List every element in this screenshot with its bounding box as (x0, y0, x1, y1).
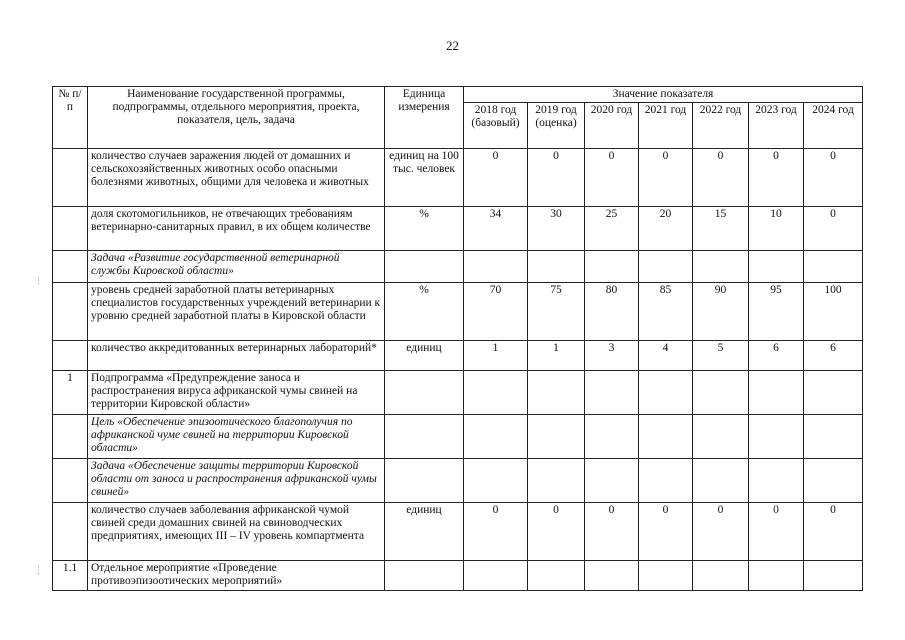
header-year-2021: 2021 год (639, 103, 693, 149)
row-value: 1 (528, 341, 585, 371)
row-value (749, 561, 804, 591)
row-unit (385, 415, 464, 459)
table-row (53, 561, 863, 591)
header-year-2023: 2023 год (749, 103, 804, 149)
row-value (639, 371, 693, 415)
row-value (639, 459, 693, 503)
row-unit: % (385, 283, 464, 341)
row-number (53, 341, 88, 371)
row-name: доля скотомогильников, не отвечающих требованиям ветеринарно-санитарных правил, в их общем количестве (88, 207, 385, 251)
row-name: Задача «Обеспечение защиты территории Кировской области от заноса и распространения африканской чумы свиней» (88, 459, 385, 503)
row-number: 1.1 (53, 561, 88, 591)
row-value: 0 (639, 149, 693, 207)
row-value: 0 (693, 149, 749, 207)
row-value (585, 561, 639, 591)
row-value (464, 459, 528, 503)
page-number: 22 (446, 38, 459, 53)
row-name: количество случаев заражения людей от домашних и сельскохозяйственных животных особо опасными болезнями животных, общими для человека и животных (88, 149, 385, 207)
table-row (53, 503, 863, 561)
row-value (693, 459, 749, 503)
row-value: 0 (639, 503, 693, 561)
table-row (53, 371, 863, 415)
row-value (464, 415, 528, 459)
row-name: Подпрограмма «Предупреждение заноса и распространения вируса африканской чумы свиней на территории Кировской области» (88, 371, 385, 415)
row-value: 70 (464, 283, 528, 341)
row-value (464, 561, 528, 591)
row-unit (385, 371, 464, 415)
row-value: 0 (528, 503, 585, 561)
row-value (639, 415, 693, 459)
header-values-group: Значение показателя (464, 87, 863, 103)
row-value: 20 (639, 207, 693, 251)
row-number (53, 251, 88, 283)
row-value (749, 459, 804, 503)
row-value (528, 251, 585, 283)
row-value (693, 251, 749, 283)
row-unit (385, 459, 464, 503)
row-value (585, 371, 639, 415)
table-row (53, 251, 863, 283)
row-value: 6 (749, 341, 804, 371)
row-name: Отдельное мероприятие «Проведение противоэпизоотических мероприятий» (88, 561, 385, 591)
table-row (53, 415, 863, 459)
table-header (53, 87, 863, 149)
row-value: 0 (693, 503, 749, 561)
row-unit: единиц (385, 341, 464, 371)
row-value (749, 371, 804, 415)
row-value: 0 (464, 149, 528, 207)
row-number (53, 149, 88, 207)
row-value (804, 371, 863, 415)
row-value (693, 561, 749, 591)
row-value: 5 (693, 341, 749, 371)
header-year-2018: 2018 год (базовый) (464, 103, 528, 149)
row-name: Задача «Развитие государственной ветеринарной службы Кировской области» (88, 251, 385, 283)
header-year-2020: 2020 год (585, 103, 639, 149)
header-unit: Единица измерения (385, 87, 464, 149)
header-year-2022: 2022 год (693, 103, 749, 149)
row-value (528, 371, 585, 415)
row-value: 0 (749, 503, 804, 561)
row-value (528, 459, 585, 503)
row-value: 34 (464, 207, 528, 251)
row-value (585, 415, 639, 459)
row-value (585, 251, 639, 283)
row-value: 4 (639, 341, 693, 371)
row-unit: единиц на 100 тыс. человек (385, 149, 464, 207)
row-unit: % (385, 207, 464, 251)
row-number (53, 503, 88, 561)
table-row (53, 459, 863, 503)
row-value (693, 415, 749, 459)
row-value: 0 (804, 207, 863, 251)
row-number: 1 (53, 371, 88, 415)
indicators-table (52, 86, 863, 591)
row-unit: единиц (385, 503, 464, 561)
row-name: Цель «Обеспечение эпизоотического благополучия по африканской чуме свиней на территории Кировской области» (88, 415, 385, 459)
row-value (804, 415, 863, 459)
row-value (804, 561, 863, 591)
scan-margin-mark: ⋮ (34, 276, 43, 286)
row-value: 10 (749, 207, 804, 251)
row-value: 0 (804, 149, 863, 207)
row-value: 75 (528, 283, 585, 341)
row-value (528, 561, 585, 591)
row-value: 80 (585, 283, 639, 341)
row-value (749, 415, 804, 459)
table-row (53, 283, 863, 341)
row-value: 0 (528, 149, 585, 207)
header-name: Наименование государственной программы, подпрограммы, отдельного мероприятия, проекта, показателя, цель, задача (88, 87, 385, 149)
row-unit (385, 251, 464, 283)
row-value (749, 251, 804, 283)
row-value (464, 371, 528, 415)
header-num: № п/п (53, 87, 88, 149)
row-number (53, 415, 88, 459)
row-value: 90 (693, 283, 749, 341)
row-value: 3 (585, 341, 639, 371)
row-value: 0 (585, 503, 639, 561)
scan-margin-mark: ⋮ (34, 566, 43, 576)
row-value (804, 251, 863, 283)
row-value: 25 (585, 207, 639, 251)
row-value (639, 561, 693, 591)
row-value: 30 (528, 207, 585, 251)
header-year-2024: 2024 год (804, 103, 863, 149)
row-value (639, 251, 693, 283)
row-value: 95 (749, 283, 804, 341)
row-value (585, 459, 639, 503)
row-name: количество случаев заболевания африканской чумой свиней среди домашних свиней на свиноводческих предприятиях, имеющих III – IV уровень компартмента (88, 503, 385, 561)
row-value: 0 (804, 503, 863, 561)
row-value: 0 (464, 503, 528, 561)
row-number (53, 207, 88, 251)
row-value: 1 (464, 341, 528, 371)
row-value: 85 (639, 283, 693, 341)
row-value: 100 (804, 283, 863, 341)
row-value: 0 (749, 149, 804, 207)
row-name: уровень средней заработной платы ветеринарных специалистов государственных учреждений ветеринарии к уровню средней заработной платы в Кировской области (88, 283, 385, 341)
table-row (53, 149, 863, 207)
row-number (53, 459, 88, 503)
row-unit (385, 561, 464, 591)
row-value (528, 415, 585, 459)
row-value (693, 371, 749, 415)
row-value: 0 (585, 149, 639, 207)
table-row (53, 341, 863, 371)
row-value: 15 (693, 207, 749, 251)
row-value (464, 251, 528, 283)
header-year-2019: 2019 год (оценка) (528, 103, 585, 149)
table-row (53, 207, 863, 251)
row-name: количество аккредитованных ветеринарных лабораторий* (88, 341, 385, 371)
row-number (53, 283, 88, 341)
row-value: 6 (804, 341, 863, 371)
row-value (804, 459, 863, 503)
table-body (53, 149, 863, 591)
